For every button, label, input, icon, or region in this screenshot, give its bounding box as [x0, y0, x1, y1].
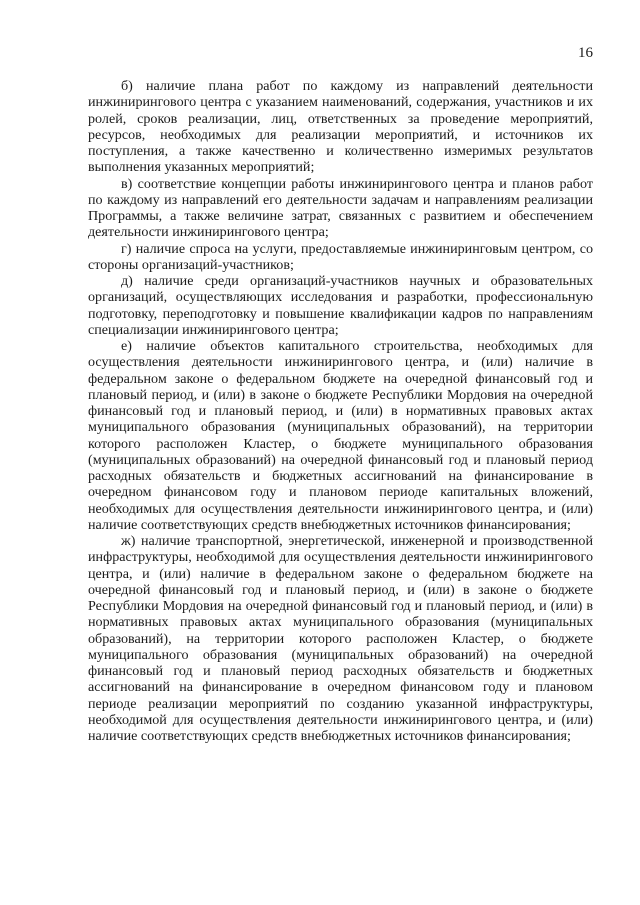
paragraph-g: г) наличие спроса на услуги, предоставляемые инжиниринговым центром, со стороны организаций-участников;: [88, 240, 593, 273]
paragraph-d: д) наличие среди организаций-участников научных и образовательных организаций, осуществляющих исследования и разработки, профессиональную подготовку, переподготовку и повышение квалификации кадров по направлениям специализации инжинирингового центра;: [88, 273, 593, 338]
paragraph-e: е) наличие объектов капитального строительства, необходимых для осуществления деятельности инжинирингового центра, и (или) наличие в федеральном законе о федеральном бюджете на очередной финансовый год и плановый период, и (или) в законе о бюджете Республики Мордовия на очередной финансовый год и плановый период, и (или) в нормативных правовых актах муниципального образования (муниципальных образований), на территории которого расположен Кластер, о бюджете муниципального образования (муниципальных образований) на очередной финансовый год и плановый период расходных обязательств и бюджетных ассигнований на финансирование в очередном финансовом году и плановом периоде капитальных вложений, необходимых для осуществления деятельности инжинирингового центра, и (или) наличие соответствующих средств внебюджетных источников финансирования;: [88, 338, 593, 533]
paragraph-v: в) соответствие концепции работы инжинирингового центра и планов работ по каждому из направлений его деятельности задачам и направлениям реализации Программы, а также величине затрат, связанных с развитием и обеспечением деятельности инжинирингового центра;: [88, 175, 593, 241]
document-body: [88, 78, 593, 744]
paragraph-zh: ж) наличие транспортной, энергетической, инженерной и производственной инфраструктуры, необходимой для осуществления деятельности инжинирингового центра, и (или) наличие в федеральном законе о федеральном бюджете на очередной финансовый год и плановый период, и (или) в законе о бюджете Республики Мордовия на очередной финансовый год и плановый период, и (или) в нормативных правовых актах муниципального образования (муниципальных образований), на территории которого расположен Кластер, о бюджете муниципального образования (муниципальных образований) на очередной финансовый год и плановый период расходных обязательств и бюджетных ассигнований на финансирование в очередном финансовом году и плановом периоде реализации мероприятий по созданию указанной инфраструктуры, необходимой для осуществления деятельности инжинирингового центра, и (или) наличие соответствующих средств внебюджетных источников финансирования;: [88, 533, 593, 744]
page-number: 16: [578, 45, 593, 61]
paragraph-b: б) наличие плана работ по каждому из направлений деятельности инжинирингового центра с указанием наименований, содержания, участников и их ролей, сроков реализации, лиц, ответственных за проведение мероприятий, ресурсов, необходимых для реализации мероприятий, и источников их поступления, а также качественно и количественно измеримых результатов выполнения указанных мероприятий;: [88, 78, 593, 176]
